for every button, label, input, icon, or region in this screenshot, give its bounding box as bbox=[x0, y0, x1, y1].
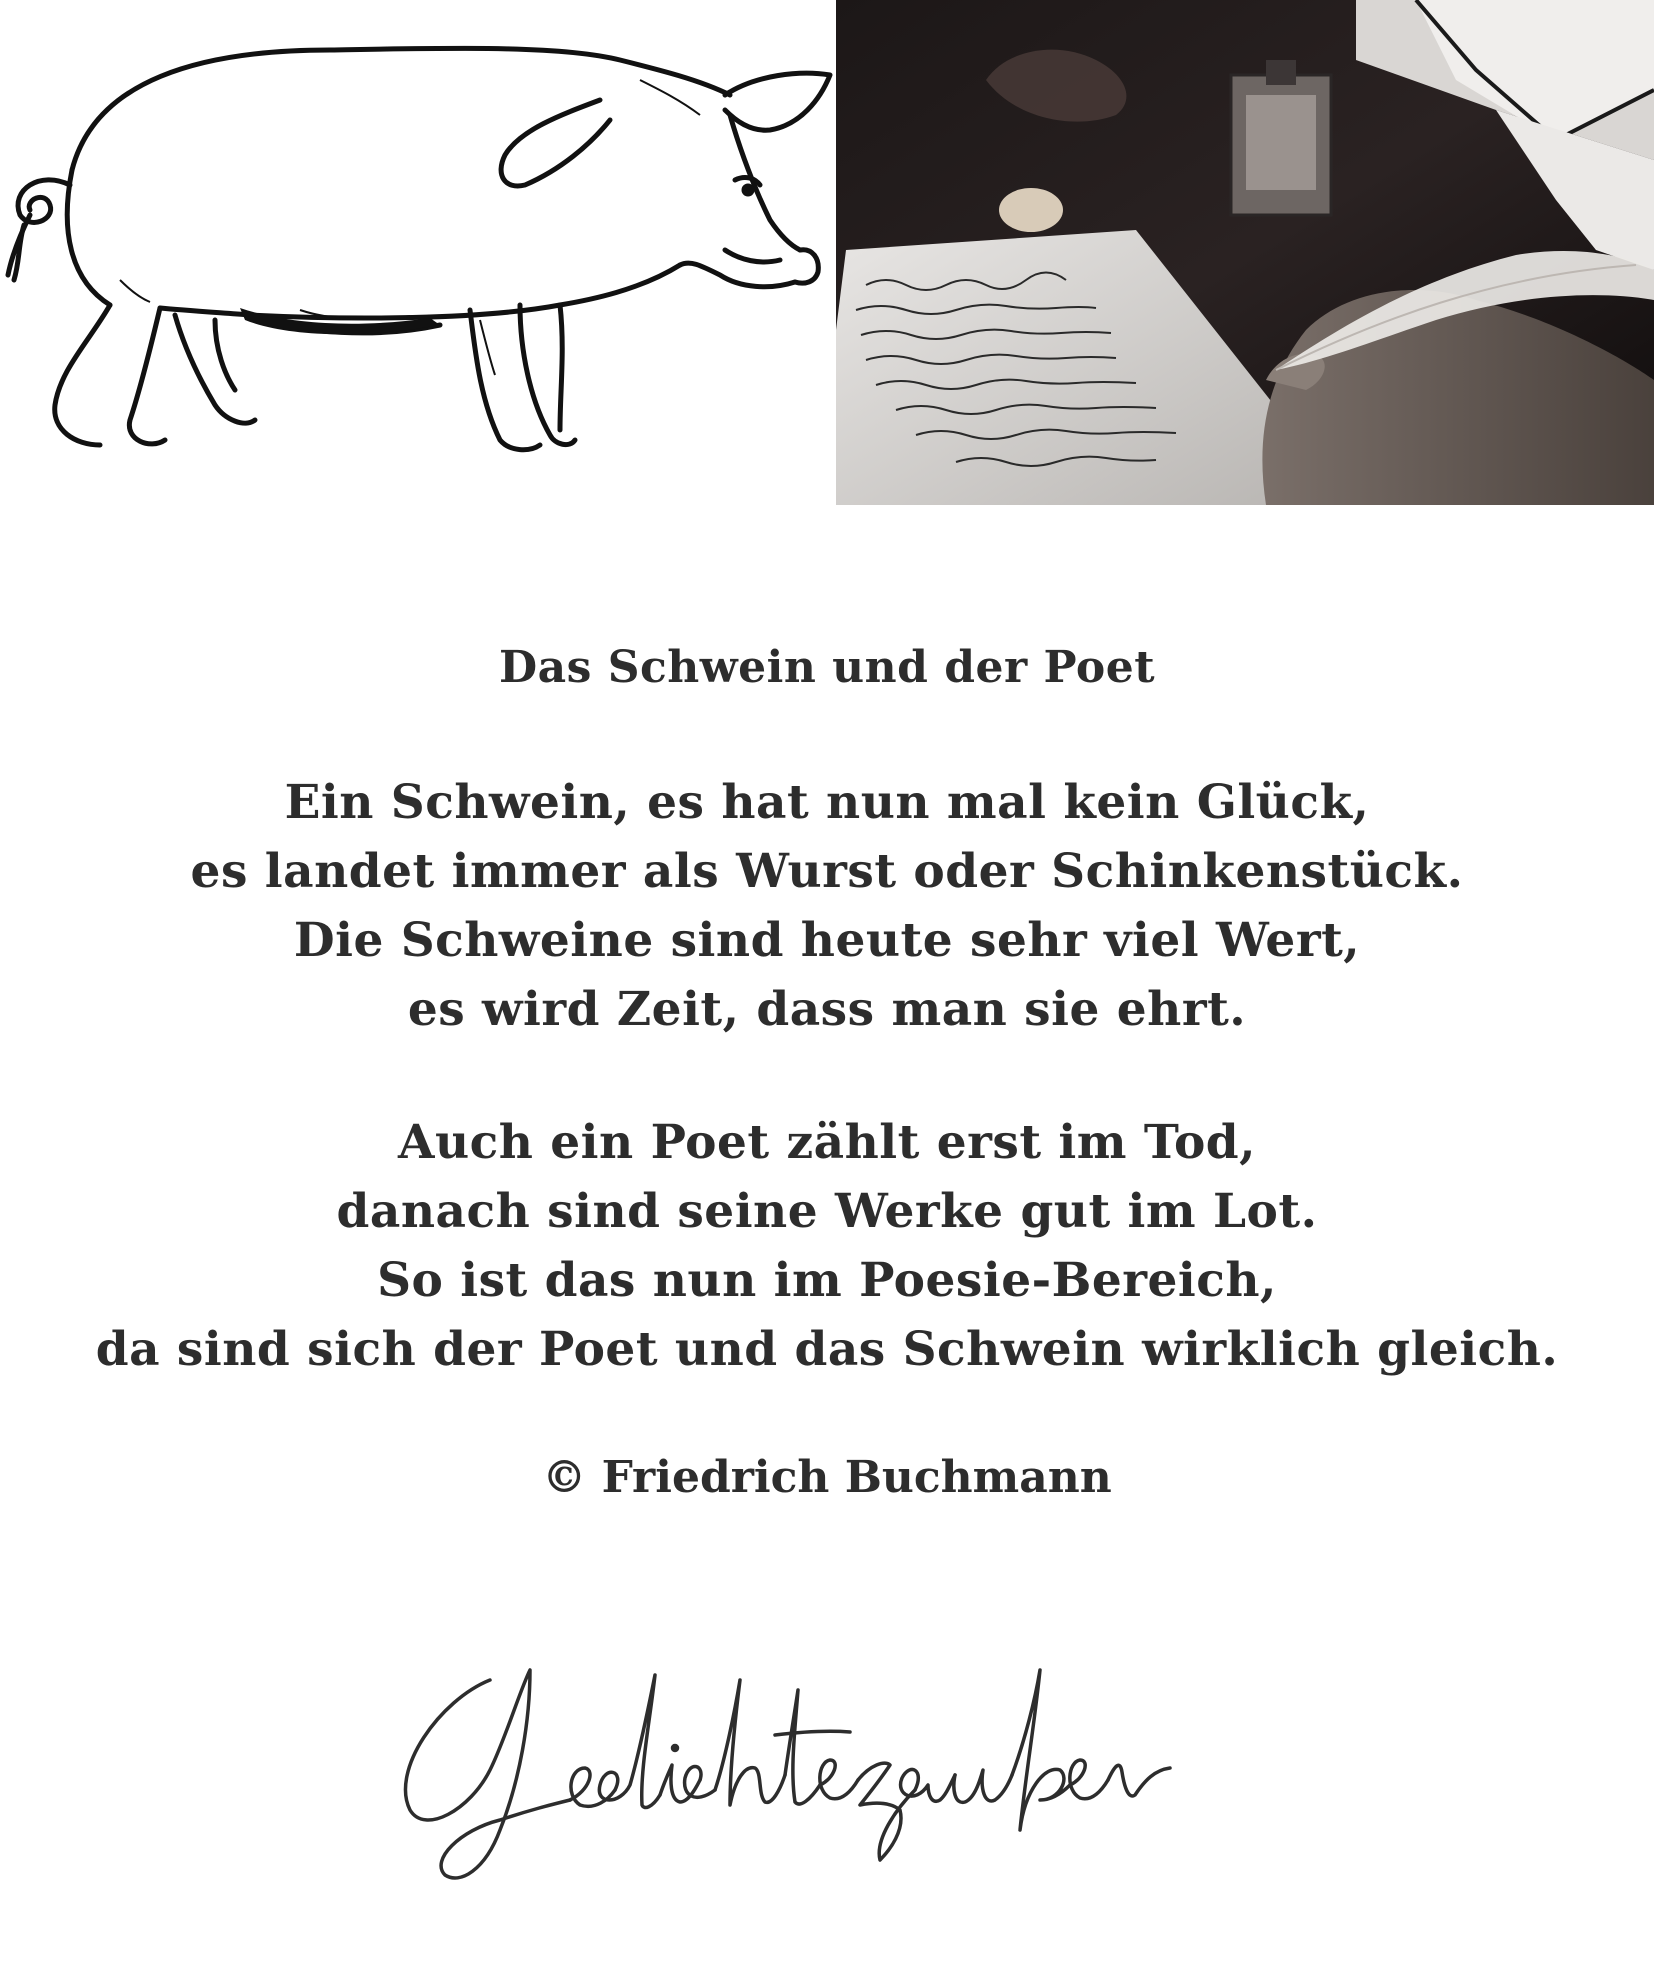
poem-line: Die Schweine sind heute sehr viel Wert, bbox=[293, 913, 1361, 968]
stanza-1 bbox=[0, 768, 1654, 1044]
pig-illustration bbox=[0, 20, 836, 460]
signature-logo bbox=[380, 1660, 1180, 1900]
poem-line: es wird Zeit, dass man sie ehrt. bbox=[407, 982, 1247, 1037]
poem-line: Auch ein Poet zählt erst im Tod, bbox=[397, 1115, 1257, 1170]
poem-line: Ein Schwein, es hat nun mal kein Glück, bbox=[284, 775, 1370, 830]
stanza-2 bbox=[0, 1108, 1654, 1384]
copyright-author: © Friedrich Buchmann bbox=[542, 1452, 1112, 1503]
poem-line: da sind sich der Poet und das Schwein wirklich gleich. bbox=[95, 1322, 1559, 1377]
poem-line: So ist das nun im Poesie-Bereich, bbox=[377, 1253, 1277, 1308]
writing-photo bbox=[836, 0, 1654, 505]
poem-line: danach sind seine Werke gut im Lot. bbox=[336, 1184, 1318, 1239]
poem bbox=[0, 640, 1654, 1508]
poem-line: es landet immer als Wurst oder Schinkenstück. bbox=[190, 844, 1464, 899]
poem-title: Das Schwein und der Poet bbox=[498, 642, 1156, 693]
